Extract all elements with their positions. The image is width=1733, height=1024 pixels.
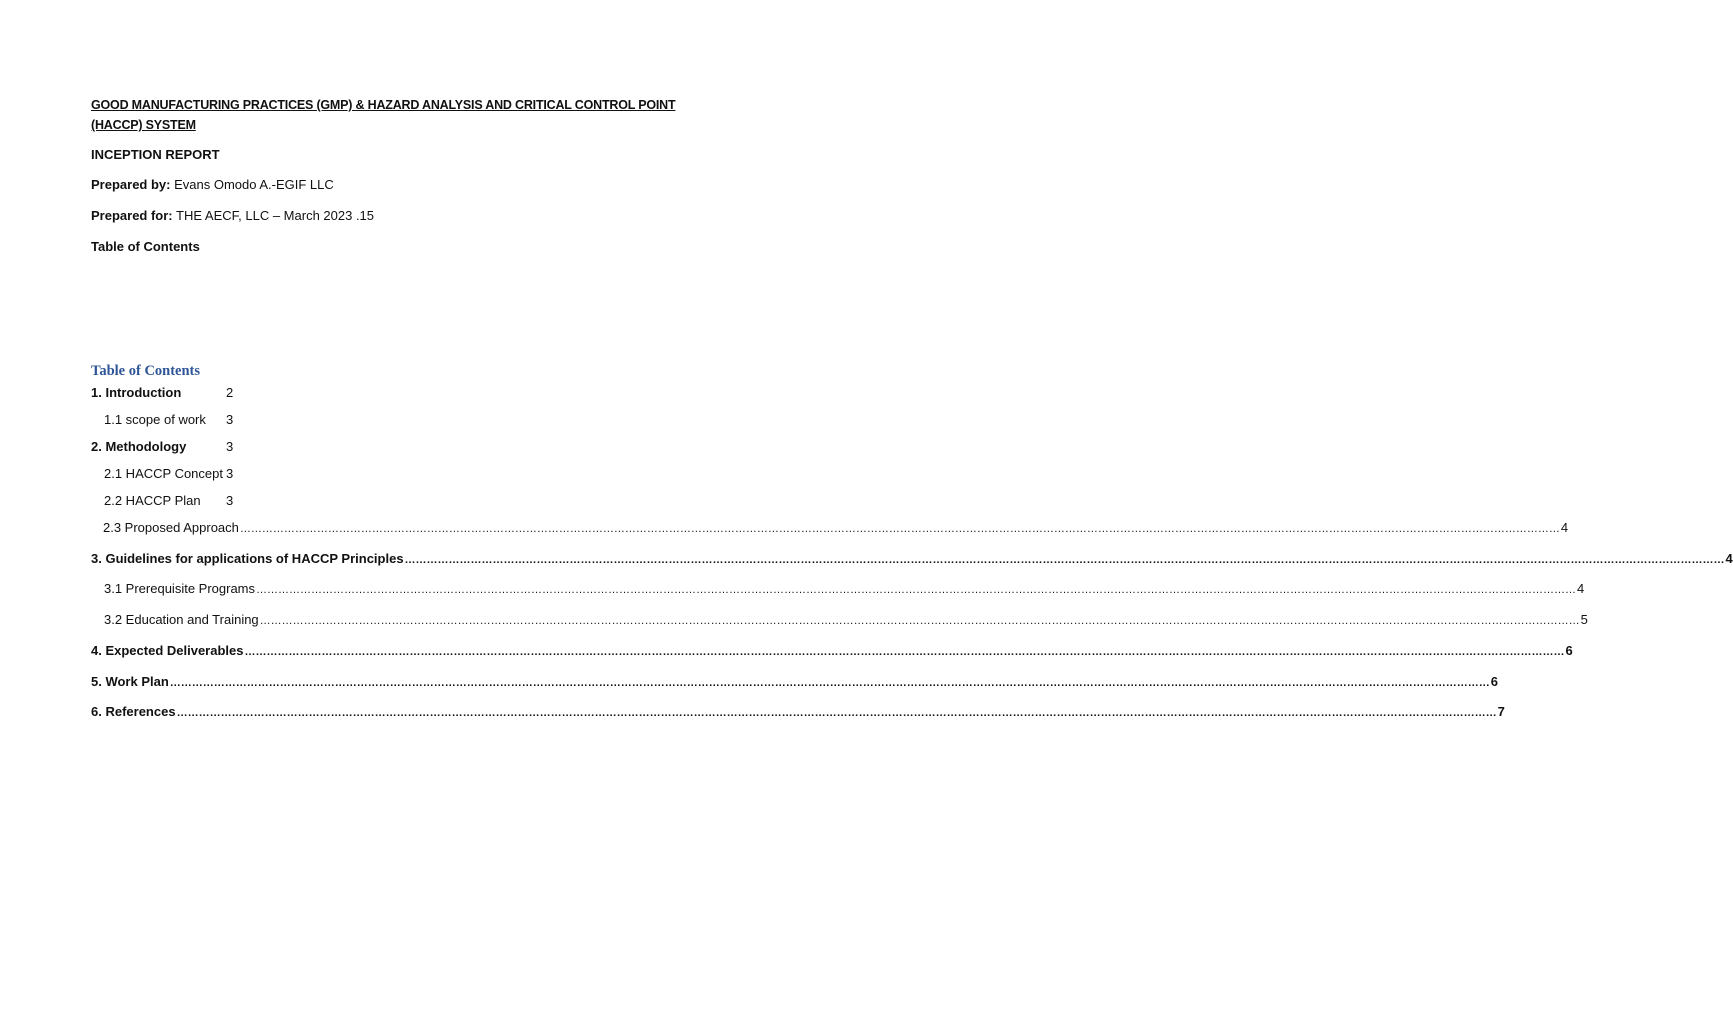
toc-entry-page: 3 xyxy=(226,412,234,427)
toc-entry-page: 3 xyxy=(226,493,234,508)
toc-entry[interactable] xyxy=(91,384,181,402)
prepared-by-line xyxy=(91,176,334,194)
toc-entry[interactable] xyxy=(91,550,1733,569)
toc-entry[interactable] xyxy=(104,492,201,510)
toc-leader-dots: ……………………………………………………………………………………………………………………………………………………………………………………………………………………………………………………………………………………………………………………………… xyxy=(404,554,1725,566)
toc-entry-page: 3 xyxy=(226,439,234,454)
prepared-by-value: Evans Omodo A.-EGIF LLC xyxy=(174,177,334,192)
toc-entry-label: 3. Guidelines for applications of HACCP Principles xyxy=(91,551,404,566)
toc-entry-label: 3.2 Education and Training xyxy=(104,612,259,627)
prepared-for-value: THE AECF, LLC – March 2023 .15 xyxy=(176,208,375,223)
toc-entry-label: 1. Introduction xyxy=(91,385,182,400)
toc-leader-dots: ……………………………………………………………………………………………………………………………………………………………………………………………………………………………………………………………………………………………………………………………… xyxy=(244,646,1565,658)
toc-entry-label: 2. Methodology xyxy=(91,439,187,454)
toc-entry[interactable] xyxy=(104,580,1585,599)
toc-entry-page: 6 xyxy=(1565,643,1573,658)
toc-entry-page: 4 xyxy=(1577,581,1585,596)
toc-leader-dots: ……………………………………………………………………………………………………………………………………………………………………………………………………………………………………………………………………………………………………………………………… xyxy=(239,523,1560,535)
toc-entry-label: 2.3 Proposed Approach xyxy=(103,520,239,535)
toc-entry-label: 3.1 Prerequisite Programs xyxy=(104,581,256,596)
toc-entry-label: 2.1 HACCP Concept xyxy=(104,466,223,481)
toc-entry[interactable] xyxy=(91,642,1573,661)
toc-entry[interactable] xyxy=(103,519,1569,538)
toc-entry-page: 4 xyxy=(1725,551,1733,566)
toc-entry-page: 2 xyxy=(226,385,234,400)
document-title: GOOD MANUFACTURING PRACTICES (GMP) & HAZARD ANALYSIS AND CRITICAL CONTROL POINT (HACCP) SYSTEM xyxy=(91,98,676,132)
toc-entry[interactable] xyxy=(91,703,1505,722)
prepared-by-label: Prepared by: xyxy=(91,177,171,192)
toc-entry-page: 3 xyxy=(226,466,234,481)
toc-entry-label: 1.1 scope of work xyxy=(104,412,206,427)
toc-entry[interactable] xyxy=(104,611,1588,630)
toc-entry-page: 4 xyxy=(1560,520,1569,535)
toc-heading: Table of Contents xyxy=(91,363,201,379)
toc-label: Table of Contents xyxy=(91,239,200,254)
toc-leader-dots: ……………………………………………………………………………………………………………………………………………………………………………………………………………………………………………………………………………………………………………………………… xyxy=(259,615,1580,627)
toc-entry-page: 6 xyxy=(1490,674,1499,689)
toc-entry-page: 5 xyxy=(1580,612,1588,627)
toc-entry-label: 5. Work Plan xyxy=(91,674,169,689)
toc-entry[interactable] xyxy=(104,411,206,429)
prepared-for-line xyxy=(91,207,374,225)
toc-entry[interactable] xyxy=(91,438,186,456)
toc-entry[interactable] xyxy=(91,673,1499,692)
toc-entry-label: 4. Expected Deliverables xyxy=(91,643,244,658)
toc-leader-dots: ……………………………………………………………………………………………………………………………………………………………………………………………………………………………………………………………………………………………………………………………… xyxy=(169,677,1490,689)
toc-leader-dots: ……………………………………………………………………………………………………………………………………………………………………………………………………………………………………………………………………………………………………………………………… xyxy=(256,584,1577,596)
toc-entry-label: 2.2 HACCP Plan xyxy=(104,493,201,508)
toc-entry-label: 6. References xyxy=(91,704,176,719)
toc-entry-page: 7 xyxy=(1497,704,1505,719)
toc-entry[interactable] xyxy=(104,465,223,483)
toc-leader-dots: ……………………………………………………………………………………………………………………………………………………………………………………………………………………………………………………………………………………………………………………………… xyxy=(176,707,1497,719)
report-type: INCEPTION REPORT xyxy=(91,147,220,162)
prepared-for-label: Prepared for: xyxy=(91,208,173,223)
